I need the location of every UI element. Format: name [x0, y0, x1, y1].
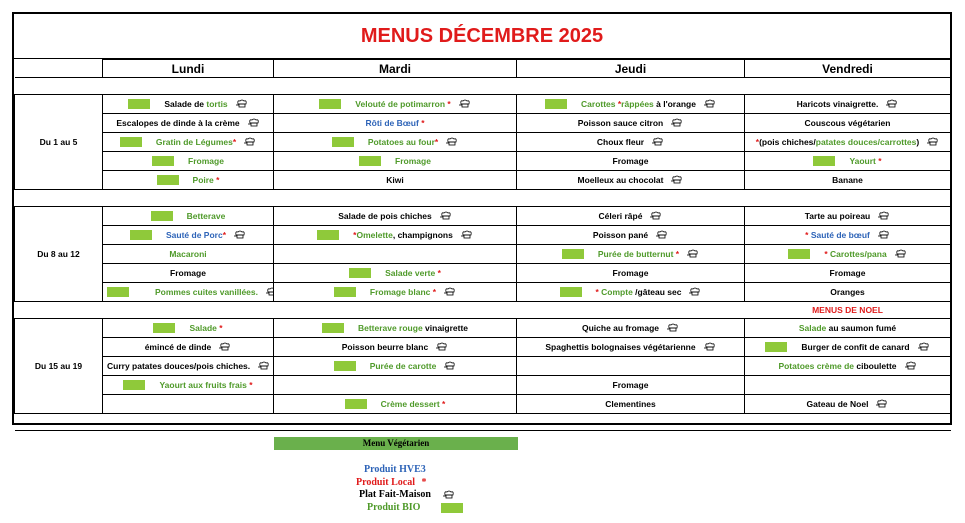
dish-text: Poisson sauce citron — [577, 117, 664, 128]
dish-text: * — [246, 379, 253, 390]
dish-cell-lundi — [103, 226, 274, 245]
dish-cell-vendredi — [745, 338, 951, 357]
chef-hat-icon — [905, 361, 917, 371]
dish-cell-mardi — [274, 245, 517, 264]
chef-hat-icon — [443, 490, 455, 500]
dish-text: ciboulette — [854, 360, 897, 371]
dish-cell-vendredi — [745, 95, 951, 114]
gap-cell — [15, 302, 745, 319]
menu-row — [15, 133, 951, 152]
week-gap-row — [15, 302, 951, 319]
dish-cell-mardi — [274, 114, 517, 133]
chef-hat-icon — [258, 361, 270, 371]
dish-text: Poisson beurre blanc — [341, 341, 429, 352]
dish-text: Salade de — [164, 98, 207, 109]
dish-cell-vendredi — [745, 171, 951, 190]
dish-text: vinaigrette — [422, 322, 469, 333]
dish-text: émincé de dinde — [144, 341, 212, 352]
dish-cell-jeudi — [517, 226, 745, 245]
dish-text: Burger de confit de canard — [801, 341, 910, 352]
dish-text: * — [805, 229, 811, 240]
chef-hat-icon — [248, 118, 260, 128]
dish-cell-lundi — [103, 376, 274, 395]
week-label: Du 1 au 5 — [15, 95, 103, 190]
dish-cell-vendredi — [745, 133, 951, 152]
dish-text: * — [595, 286, 602, 297]
dish-cell-jeudi — [517, 114, 745, 133]
dish-text: Tarte au poireau — [804, 210, 871, 221]
day-header-vendredi: Vendredi — [745, 60, 951, 78]
chef-hat-icon — [878, 211, 890, 221]
dish-cell-jeudi — [517, 395, 745, 414]
dish-cell-jeudi — [517, 133, 745, 152]
dish-cell-mardi — [274, 264, 517, 283]
dish-cell-vendredi — [745, 207, 951, 226]
chef-hat-icon — [236, 99, 248, 109]
dish-text: * — [418, 118, 425, 128]
chef-hat-icon — [667, 323, 679, 333]
chef-hat-icon — [876, 399, 888, 409]
dish-cell-mardi — [274, 207, 517, 226]
dish-text: au saumon fumé — [826, 323, 897, 333]
menu-row — [15, 283, 951, 302]
dish-text: * — [439, 398, 446, 409]
dish-cell-vendredi — [745, 114, 951, 133]
dish-text: * — [434, 136, 439, 147]
dish-text: Escalopes de dinde à la crème — [116, 117, 240, 128]
bio-badge-icon — [334, 287, 356, 297]
dish-cell-jeudi — [517, 283, 745, 302]
legend-fait-maison-label: Plat Fait-Maison — [359, 489, 431, 500]
dish-text: tortis — [206, 98, 228, 109]
dish-cell-vendredi — [745, 319, 951, 338]
chef-hat-icon — [436, 342, 448, 352]
bio-badge-icon — [153, 323, 175, 333]
gap-cell — [15, 414, 951, 431]
bio-badge-icon — [765, 342, 787, 352]
dish-text: * — [445, 98, 451, 109]
dish-text: Céleri râpé — [598, 210, 643, 221]
dish-text: Fromage — [612, 268, 649, 278]
dish-cell-vendredi — [745, 152, 951, 171]
chef-hat-icon — [444, 361, 456, 371]
dish-cell-lundi — [103, 95, 274, 114]
gap-cell — [15, 78, 951, 95]
menu-table — [14, 59, 951, 431]
dish-text: * — [430, 286, 437, 297]
dish-cell-mardi — [274, 283, 517, 302]
dish-text: Sauté de Porc — [166, 229, 223, 240]
dish-cell-lundi — [103, 152, 274, 171]
dish-cell-lundi — [103, 133, 274, 152]
dish-cell-jeudi — [517, 245, 745, 264]
dish-cell-vendredi — [745, 395, 951, 414]
dish-cell-jeudi — [517, 357, 745, 376]
bio-badge-icon — [441, 503, 463, 513]
dish-text: Quiche au fromage — [582, 322, 659, 333]
dish-text: Salade — [798, 323, 827, 333]
menu-row — [15, 395, 951, 414]
dish-cell-vendredi — [745, 245, 951, 264]
chef-hat-icon — [927, 137, 939, 147]
dish-text: patates douces/carrottes — [815, 136, 917, 147]
dish-text: Betterave rouge — [357, 322, 423, 333]
dish-text: râppées — [621, 98, 654, 109]
legend — [274, 437, 518, 450]
dish-text: Fromage — [395, 155, 431, 166]
dish-cell-vendredi — [745, 226, 951, 245]
dish-text: Salade de pois chiches — [338, 210, 432, 221]
dish-text: , champignons — [392, 229, 453, 240]
page-title: MENUS DÉCEMBRE 2025 — [14, 14, 950, 59]
legend-bio — [367, 502, 463, 513]
dish-text: Kiwi — [386, 175, 404, 185]
menu-row — [15, 95, 951, 114]
bio-badge-icon — [349, 268, 371, 278]
dish-cell-vendredi — [745, 357, 951, 376]
dish-text: Rôti de Bœuf — [365, 118, 419, 128]
chef-hat-icon — [918, 342, 930, 352]
bio-badge-icon — [788, 249, 810, 259]
chef-hat-icon — [461, 230, 473, 240]
dish-text: Poire — [192, 174, 214, 185]
day-header-mardi: Mardi — [274, 60, 517, 78]
dish-cell-mardi — [274, 376, 517, 395]
bio-badge-icon — [332, 137, 354, 147]
menu-row — [15, 152, 951, 171]
dish-text: Compte — [601, 286, 633, 297]
dish-text: Velouté de potimarron — [355, 98, 446, 109]
gap-cell — [15, 190, 951, 207]
chef-hat-icon — [440, 211, 452, 221]
menu-row — [15, 357, 951, 376]
dish-cell-mardi — [274, 357, 517, 376]
dish-text: * — [213, 174, 220, 185]
dish-text: Gratin de Légumes — [155, 136, 233, 147]
dish-text: Poisson pané — [592, 229, 649, 240]
dish-cell-jeudi — [517, 207, 745, 226]
dish-text: * — [353, 229, 357, 240]
dish-cell-vendredi — [745, 283, 951, 302]
legend-hve3: Produit HVE3 — [364, 464, 426, 475]
dish-text: Moelleux au chocolat — [577, 174, 664, 185]
dish-cell-lundi — [103, 395, 274, 414]
bio-badge-icon — [120, 137, 142, 147]
bio-badge-icon — [345, 399, 367, 409]
dish-text: Gateau de Noel — [806, 398, 869, 409]
dish-text: ) — [916, 136, 920, 147]
dish-cell-lundi — [103, 171, 274, 190]
legend-bio-label: Produit BIO — [367, 502, 421, 513]
chef-hat-icon — [704, 99, 716, 109]
dish-text: Betterave — [186, 210, 226, 221]
chef-hat-icon — [266, 287, 274, 297]
dish-cell-lundi — [103, 114, 274, 133]
dish-text: Crème dessert — [380, 398, 440, 409]
dish-cell-lundi — [103, 338, 274, 357]
dish-text: * — [435, 267, 441, 278]
dish-text: Pommes cuites vanillées. — [155, 286, 258, 297]
dish-text: * — [216, 322, 223, 333]
chef-hat-icon — [244, 137, 256, 147]
dish-text: Couscous végétarien — [804, 118, 891, 128]
dish-text: /gâteau sec — [632, 286, 682, 297]
dish-text: Carottes/pana — [829, 248, 887, 259]
week-gap-row — [15, 190, 951, 207]
dish-cell-mardi — [274, 171, 517, 190]
legend-local — [356, 477, 426, 488]
dish-text: * — [232, 136, 237, 147]
bio-badge-icon — [322, 323, 344, 333]
dish-cell-jeudi — [517, 171, 745, 190]
dish-text: Curry patates douces/pois chiches. — [107, 360, 251, 371]
chef-hat-icon — [656, 230, 668, 240]
bio-badge-icon — [157, 175, 179, 185]
dish-text: * — [617, 98, 622, 109]
chef-hat-icon — [650, 211, 662, 221]
dish-cell-mardi — [274, 226, 517, 245]
dish-cell-mardi — [274, 152, 517, 171]
chef-hat-icon — [704, 342, 716, 352]
bio-badge-icon — [317, 230, 339, 240]
menu-row — [15, 207, 951, 226]
dish-cell-mardi — [274, 319, 517, 338]
bio-badge-icon — [107, 287, 129, 297]
dish-cell-jeudi — [517, 338, 745, 357]
dish-cell-vendredi — [745, 264, 951, 283]
dish-text: * — [673, 248, 680, 259]
dish-text: Choux fleur — [596, 136, 645, 147]
bio-badge-icon — [359, 156, 381, 166]
dish-text: * — [755, 136, 760, 147]
menu-row — [15, 171, 951, 190]
chef-hat-icon — [886, 99, 898, 109]
bio-badge-icon — [545, 99, 567, 109]
dish-cell-vendredi — [745, 376, 951, 395]
dish-cell-lundi — [103, 207, 274, 226]
legend-fait-maison — [359, 489, 455, 500]
dish-text: Fromage — [170, 268, 206, 278]
chef-hat-icon — [671, 175, 683, 185]
chef-hat-icon — [689, 287, 701, 297]
week-label: Du 8 au 12 — [15, 207, 103, 302]
dish-text: * — [875, 155, 882, 166]
chef-hat-icon — [878, 230, 890, 240]
dish-cell-jeudi — [517, 319, 745, 338]
chef-hat-icon — [234, 230, 246, 240]
day-header-lundi: Lundi — [103, 60, 274, 78]
week-gap-row — [15, 78, 951, 95]
menu-row — [15, 114, 951, 133]
menu-row — [15, 338, 951, 357]
legend-vegetarian-bar: Menu Végétarien — [274, 437, 518, 450]
dish-text: Salade verte — [385, 267, 436, 278]
menu-row — [15, 264, 951, 283]
dish-text: Purée de butternut — [597, 248, 674, 259]
chef-hat-icon — [652, 137, 664, 147]
chef-hat-icon — [671, 118, 683, 128]
dish-text: Fromage — [612, 380, 649, 390]
dish-cell-lundi — [103, 319, 274, 338]
dish-text: Potatoes crème de — [778, 360, 855, 371]
dish-text: * — [222, 229, 226, 240]
dish-text: Haricots vinaigrette. — [796, 98, 879, 109]
legend-local-label: Produit Local — [356, 477, 415, 488]
chef-hat-icon — [459, 99, 471, 109]
menu-row — [15, 376, 951, 395]
bottom-gap-row — [15, 414, 951, 431]
dish-text: Fromage — [829, 268, 866, 278]
bio-badge-icon — [123, 380, 145, 390]
chef-hat-icon — [219, 342, 231, 352]
dish-text: à l'orange — [653, 98, 696, 109]
dish-text: Spaghettis bolognaises végétarienne — [545, 341, 696, 352]
dish-cell-lundi — [103, 283, 274, 302]
dish-text: Fromage blanc — [369, 286, 431, 297]
dish-text: Yaourt — [849, 155, 876, 166]
dish-text: Omelette — [356, 229, 393, 240]
chef-hat-icon — [444, 287, 456, 297]
menu-row — [15, 245, 951, 264]
dish-text: Yaourt aux fruits frais — [159, 379, 247, 390]
menu-row — [15, 226, 951, 245]
bio-badge-icon — [319, 99, 341, 109]
bio-badge-icon — [560, 287, 582, 297]
dish-text: Potatoes au four — [367, 136, 435, 147]
dish-cell-mardi — [274, 95, 517, 114]
dish-cell-mardi — [274, 338, 517, 357]
dish-cell-lundi — [103, 264, 274, 283]
dish-cell-mardi — [274, 133, 517, 152]
dish-text: Fromage — [188, 155, 224, 166]
noel-label: MENUS DE NOEL — [745, 302, 951, 319]
dish-text: Clementines — [605, 399, 656, 409]
dish-text: * — [824, 248, 830, 259]
dish-text: Purée de carotte — [369, 360, 437, 371]
day-header-row — [15, 60, 951, 78]
dish-text: Oranges — [830, 287, 865, 297]
dish-text: Sauté de bœuf — [810, 229, 870, 240]
dish-text: Banane — [832, 175, 863, 185]
bio-badge-icon — [130, 230, 152, 240]
chef-hat-icon — [895, 249, 907, 259]
bio-badge-icon — [128, 99, 150, 109]
chef-hat-icon — [687, 249, 699, 259]
bio-badge-icon — [813, 156, 835, 166]
dish-text: (pois chiches/ — [759, 136, 816, 147]
header-blank — [15, 60, 103, 78]
bio-badge-icon — [334, 361, 356, 371]
bio-badge-icon — [562, 249, 584, 259]
dish-cell-jeudi — [517, 95, 745, 114]
bio-badge-icon — [151, 211, 173, 221]
legend-local-star: * — [421, 477, 427, 488]
bio-badge-icon — [152, 156, 174, 166]
dish-text: Salade — [189, 322, 217, 333]
dish-text: Fromage — [612, 156, 649, 166]
dish-cell-jeudi — [517, 264, 745, 283]
week-label: Du 15 au 19 — [15, 319, 103, 414]
dish-text: Carottes — [581, 98, 618, 109]
dish-cell-lundi — [103, 245, 274, 264]
dish-text: Macaroni — [169, 249, 207, 259]
menu-row — [15, 319, 951, 338]
dish-cell-lundi — [103, 357, 274, 376]
day-header-jeudi: Jeudi — [517, 60, 745, 78]
dish-cell-jeudi — [517, 376, 745, 395]
dish-cell-mardi — [274, 395, 517, 414]
chef-hat-icon — [446, 137, 458, 147]
dish-cell-jeudi — [517, 152, 745, 171]
